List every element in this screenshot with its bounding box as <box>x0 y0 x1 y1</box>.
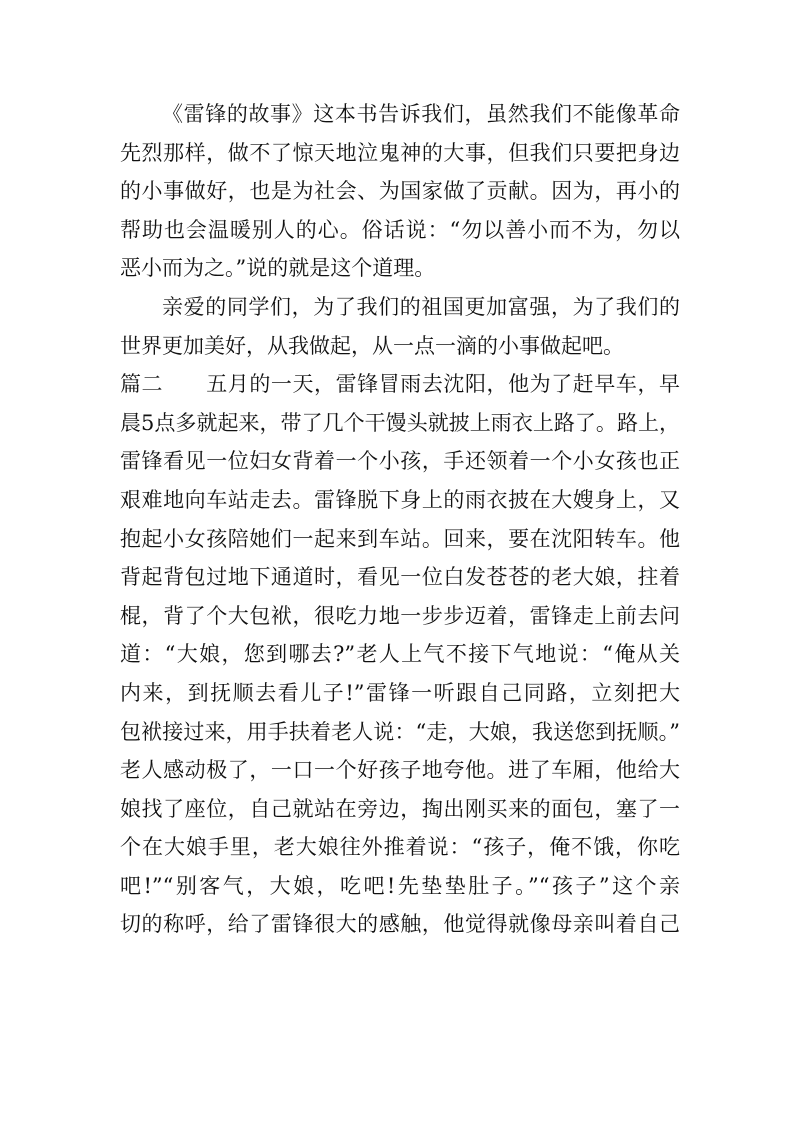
paragraph-line: 的小事做好，也是为社会、为国家做了贡献。因为，再小的 <box>120 179 680 204</box>
paragraph-line: 包袱接过来，用手扶着老人说：“走，大娘，我送您到抚顺。” <box>120 719 680 744</box>
paragraph-line: 雷锋看见一位妇女背着一个小孩，手还领着一个小女孩也正 <box>120 449 680 474</box>
section-heading-line: 篇二 五月的一天，雷锋冒雨去沈阳，他为了赶早车，早 <box>120 372 680 397</box>
paragraph-line: 老人感动极了，一口一个好孩子地夸他。进了车厢，他给大 <box>120 758 680 783</box>
paragraph-line: 个在大娘手里，老大娘往外推着说：“孩子，俺不饿，你吃 <box>120 835 680 860</box>
paragraph-line: 背起背包过地下通道时，看见一位白发苍苍的老大娘，拄着 <box>120 565 680 590</box>
paragraph-line: 世界更加美好，从我做起，从一点一滴的小事做起吧。 <box>120 333 624 358</box>
paragraph-line: 艰难地向车站走去。雷锋脱下身上的雨衣披在大嫂身上，又 <box>120 487 680 512</box>
body-text <box>120 95 680 944</box>
paragraph-line: 亲爱的同学们，为了我们的祖国更加富强，为了我们的 <box>162 294 680 319</box>
paragraph-line: 抱起小女孩陪她们一起来到车站。回来，要在沈阳转车。他 <box>120 526 680 551</box>
paragraph-line: 切的称呼，给了雷锋很大的感触，他觉得就像母亲叫着自己 <box>120 912 680 937</box>
paragraph-line: 恶小而为之。”说的就是这个道理。 <box>120 256 436 281</box>
paragraph-line: 晨5点多就起来，带了几个干馒头就披上雨衣上路了。路上， <box>120 410 680 435</box>
paragraph-line: 帮助也会温暖别人的心。俗话说：“勿以善小而不为，勿以 <box>120 217 680 242</box>
paragraph-line: 棍，背了个大包袱，很吃力地一步步迈着，雷锋走上前去问 <box>120 603 680 628</box>
paragraph-line: 吧!”“别客气，大娘，吃吧!先垫垫肚子。”“孩子”这个亲 <box>120 873 680 898</box>
paragraph-line: 内来，到抚顺去看儿子!”雷锋一听跟自己同路，立刻把大 <box>120 680 680 705</box>
paragraph-line: 先烈那样，做不了惊天地泣鬼神的大事，但我们只要把身边 <box>120 140 680 165</box>
paragraph-line: 道：“大娘，您到哪去?”老人上气不接下气地说：“俺从关 <box>120 642 680 667</box>
paragraph-line: 《雷锋的故事》这本书告诉我们，虽然我们不能像革命 <box>162 102 680 126</box>
paragraph-line: 娘找了座位，自己就站在旁边，掏出刚买来的面包，塞了一 <box>120 796 680 821</box>
